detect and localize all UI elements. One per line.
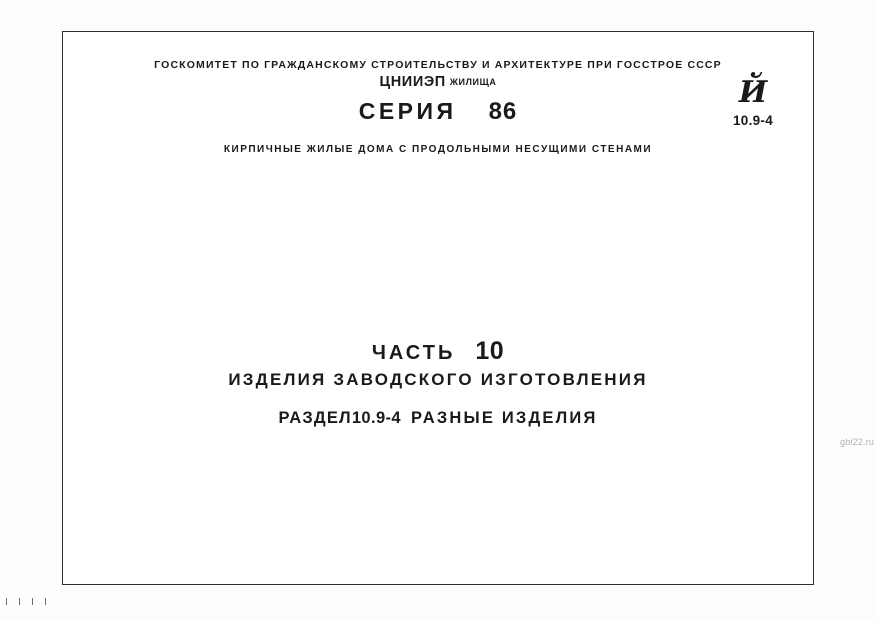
part-description: ИЗДЕЛИЯ ЗАВОДСКОГО ИЗГОТОВЛЕНИЯ [228,370,648,389]
scan-edge-ticks [6,598,50,606]
part-label: ЧАСТЬ [371,342,456,364]
scan-tick [32,598,33,605]
scan-tick [45,598,46,605]
series-label: СЕРИЯ [358,98,457,124]
institute-qualifier: ЖИЛИЩА [449,77,497,87]
organization-line: ГОСКОМИТЕТ ПО ГРАЖДАНСКОМУ СТРОИТЕЛЬСТВУ И АРХИТЕКТУРЕ ПРИ ГОССТРОЕ СССР [154,59,722,71]
title-page-frame [62,31,814,585]
scan-tick [6,598,7,605]
section-title: РАЗНЫЕ ИЗДЕЛИЯ [411,409,598,427]
scan-tick [19,598,20,605]
section-line [63,409,813,428]
section-label: РАЗДЕЛ [278,409,352,427]
document-subtitle: КИРПИЧНЫЕ ЖИЛЫЕ ДОМА С ПРОДОЛЬНЫМИ НЕСУЩИМИ СТЕНАМИ [223,144,653,155]
watermark: gbi22.ru [840,437,875,447]
section-number: 10.9-4 [351,409,401,427]
part-line [63,337,813,366]
code-stamp [721,75,785,128]
stamp-code: 10.9-4 [732,113,774,128]
series-number: 86 [488,98,518,125]
series-line [63,98,813,126]
institute-name: ЦНИИЭП [379,74,446,90]
stamp-letter-glyph: Й [738,75,768,110]
part-number: 10 [475,337,505,365]
institute-line [63,73,813,91]
